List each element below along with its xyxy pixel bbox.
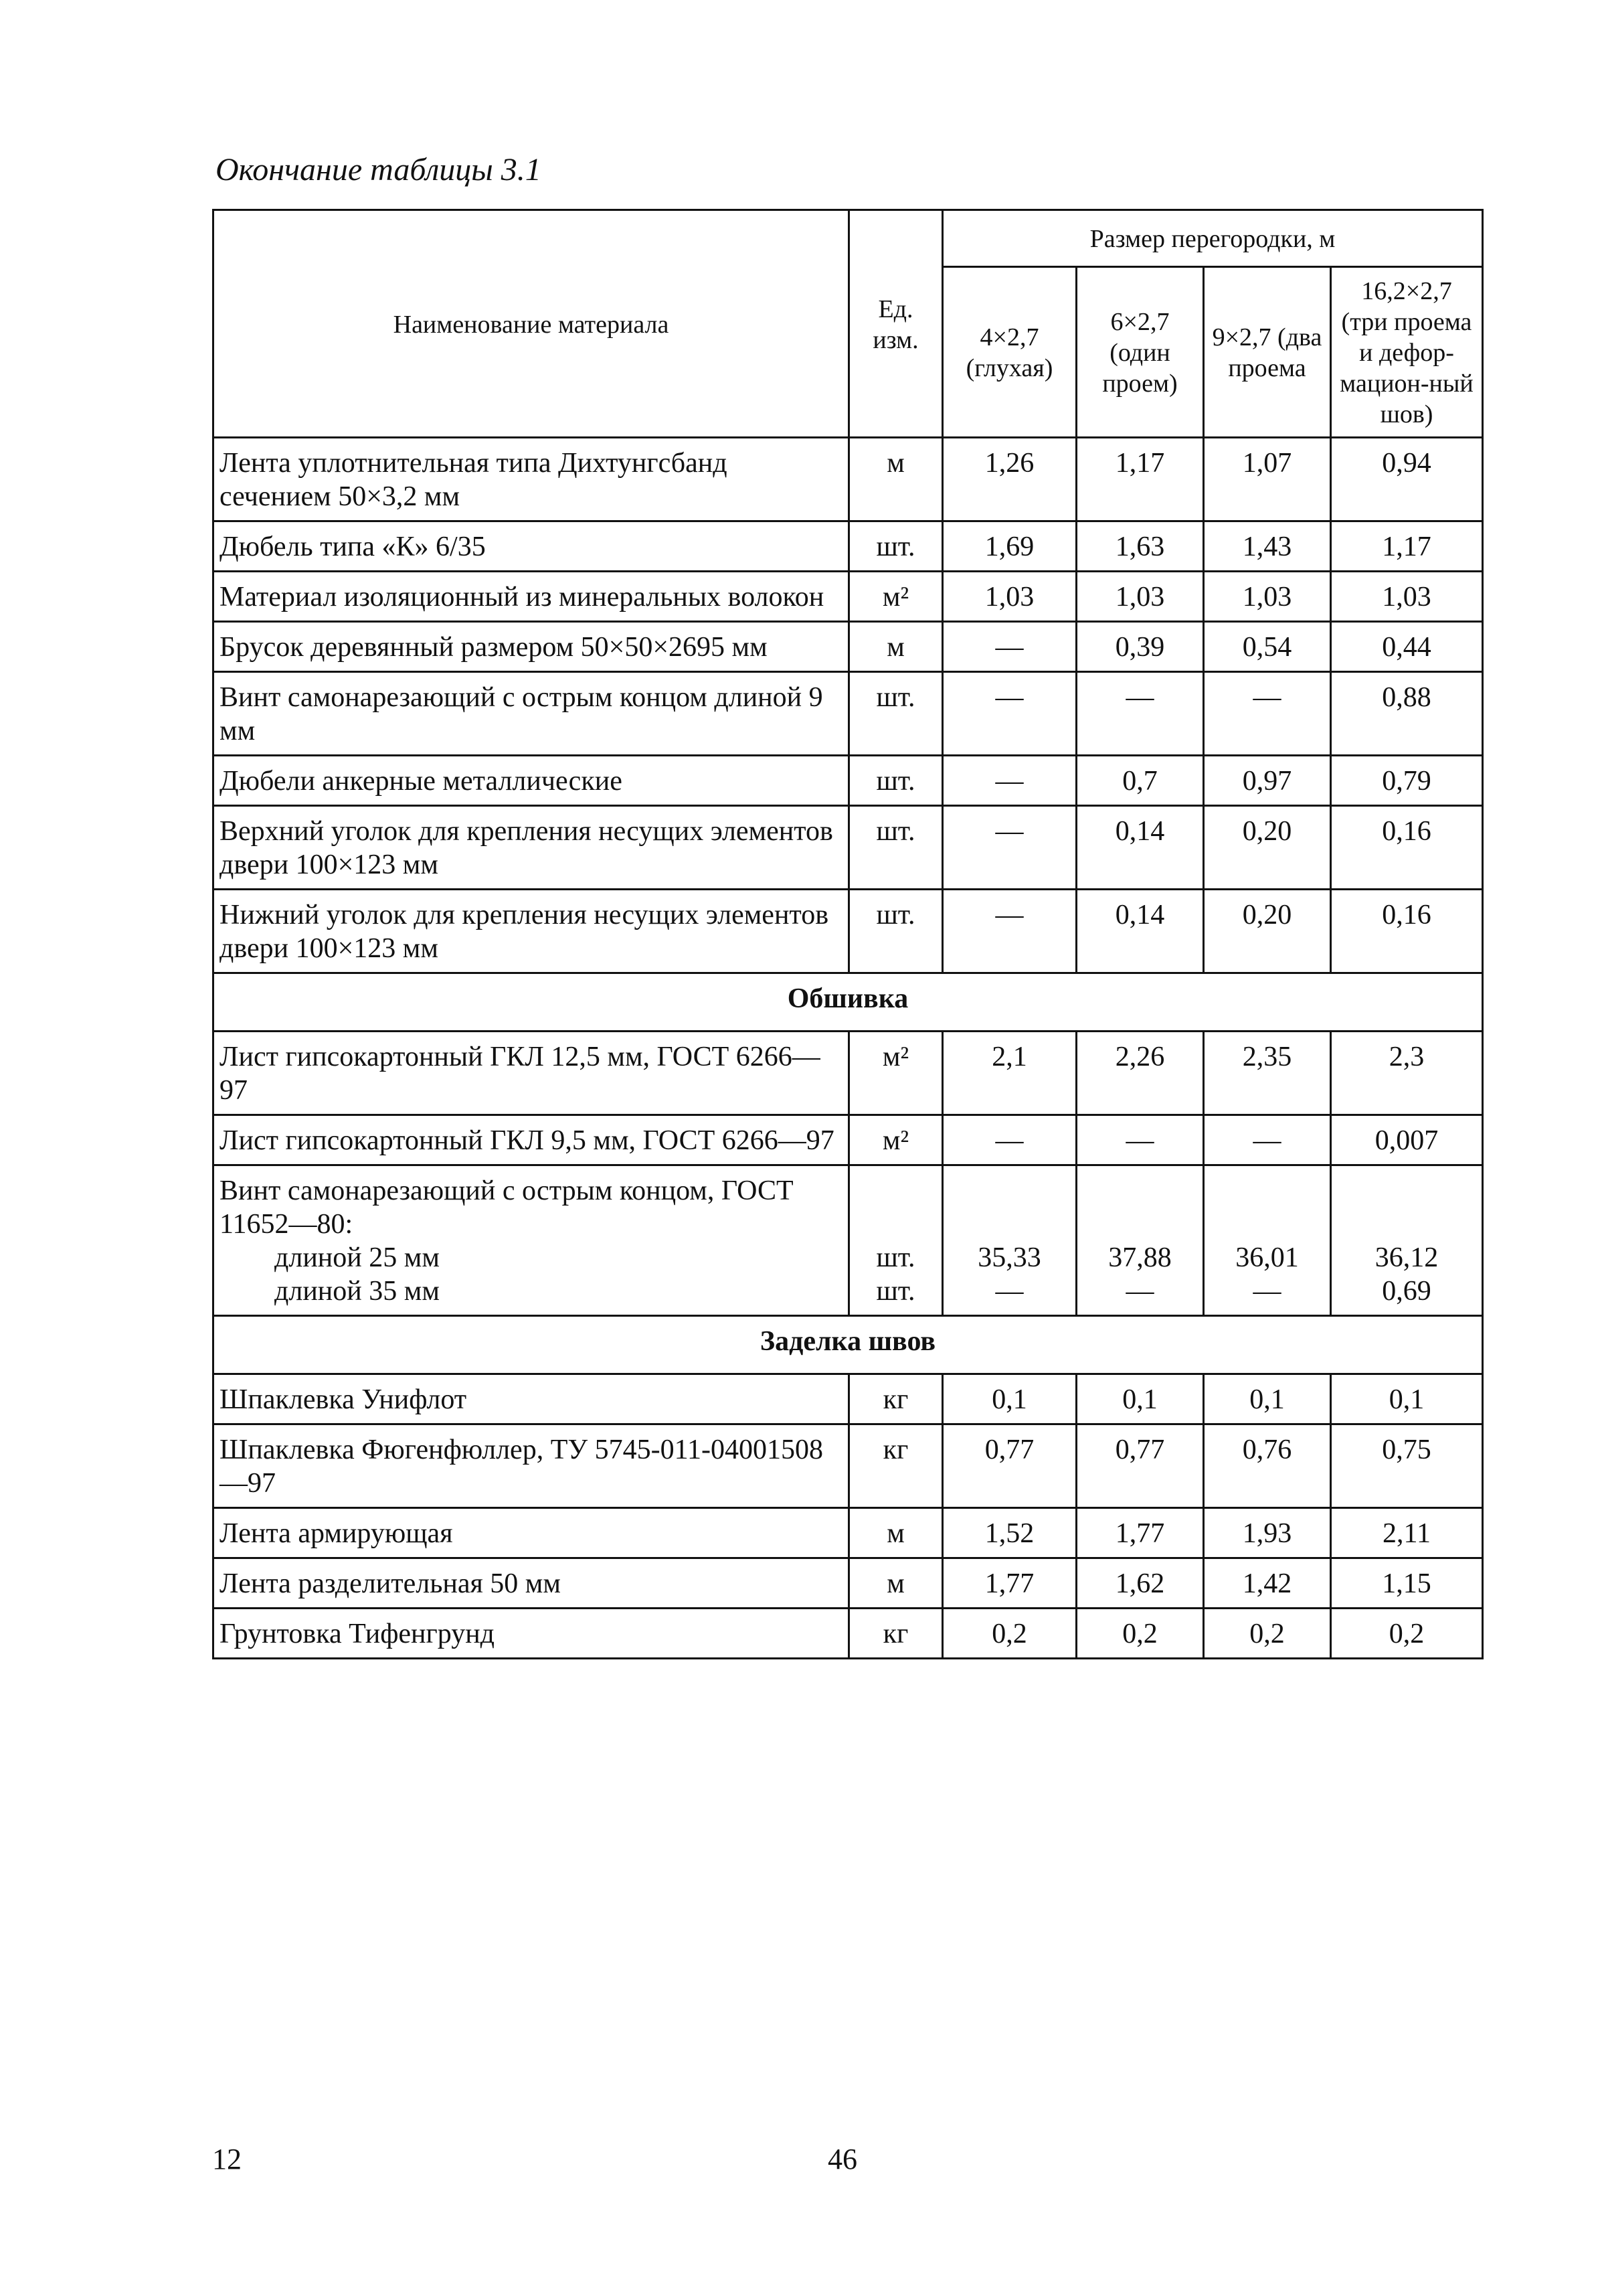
value-cell: — xyxy=(1126,1276,1154,1307)
table-row xyxy=(213,1424,1483,1508)
value-cell: — xyxy=(943,1115,1077,1165)
value-cell: 36,12 xyxy=(1374,1242,1439,1273)
value-cell: 2,26 xyxy=(1077,1032,1204,1115)
value-cell: — xyxy=(1077,1115,1204,1165)
value-cell: 2,1 xyxy=(943,1032,1077,1115)
unit-cell: кг xyxy=(849,1374,943,1424)
material-name: Материал изоляционный из минеральных волокон xyxy=(213,572,849,622)
material-name: Дюбели анкерные металлические xyxy=(213,756,849,806)
header-name: Наименование материала xyxy=(213,210,849,438)
header-size-1: 4×2,7 (глухая) xyxy=(943,267,1077,438)
unit-cell: м² xyxy=(849,572,943,622)
unit-cell: кг xyxy=(849,1609,943,1659)
section-sheathing: Обшивка xyxy=(213,973,1483,1032)
material-name: Дюбель типа «К» 6/35 xyxy=(213,521,849,572)
unit-cell: шт. xyxy=(849,521,943,572)
value-cell: 1,69 xyxy=(943,521,1077,572)
value-cell: 1,52 xyxy=(943,1508,1077,1558)
value-cell: 36,01 xyxy=(1235,1242,1299,1273)
value-cell: 0,2 xyxy=(1331,1609,1483,1659)
value-cell: 1,77 xyxy=(943,1558,1077,1609)
value-cell: 1,62 xyxy=(1077,1558,1204,1609)
header-size-2: 6×2,7 (один проем) xyxy=(1077,267,1204,438)
table-row xyxy=(213,1165,1483,1316)
unit-cell: шт. xyxy=(849,890,943,973)
value-cell: 1,77 xyxy=(1077,1508,1204,1558)
unit-cell: шт. xyxy=(849,756,943,806)
header-size-3: 9×2,7 (два проема xyxy=(1204,267,1331,438)
value-cell: 1,93 xyxy=(1204,1508,1331,1558)
table-row xyxy=(213,521,1483,572)
footer-page-number: 46 xyxy=(828,2143,857,2176)
value-cell: 1,03 xyxy=(943,572,1077,622)
material-name: Нижний уголок для крепления несущих элементов двери 100×123 мм xyxy=(213,890,849,973)
header-size-group: Размер перегородки, м xyxy=(943,210,1483,267)
value-cell: — xyxy=(943,622,1077,672)
value-cell: 1,15 xyxy=(1331,1558,1483,1609)
table-row xyxy=(213,1115,1483,1165)
unit-cell: шт. xyxy=(876,1242,915,1273)
value-cell: 0,14 xyxy=(1077,806,1204,890)
value-cell: 0,77 xyxy=(1077,1424,1204,1508)
value-cell: 0,44 xyxy=(1331,622,1483,672)
value-cell: — xyxy=(1253,1276,1281,1307)
material-subname: длиной 35 мм xyxy=(274,1276,440,1307)
table-row xyxy=(213,1374,1483,1424)
value-cell: 0,1 xyxy=(1204,1374,1331,1424)
value-cell: 0,007 xyxy=(1331,1115,1483,1165)
value-cell: 1,03 xyxy=(1204,572,1331,622)
value-cell: 0,20 xyxy=(1204,890,1331,973)
value-cell: 37,88 xyxy=(1108,1242,1172,1273)
value-cell: 1,43 xyxy=(1204,521,1331,572)
unit-cell: м² xyxy=(849,1032,943,1115)
unit-cell: м xyxy=(849,438,943,521)
value-cell: 0,1 xyxy=(943,1374,1077,1424)
table-row xyxy=(213,890,1483,973)
value-cell: 0,69 xyxy=(1382,1276,1431,1307)
unit-cell: м xyxy=(849,1508,943,1558)
value-cell: 0,76 xyxy=(1204,1424,1331,1508)
table-row xyxy=(213,806,1483,890)
table-row xyxy=(213,1558,1483,1609)
value-cell: 0,54 xyxy=(1204,622,1331,672)
value-cell: 0,1 xyxy=(1077,1374,1204,1424)
material-name: Брусок деревянный размером 50×50×2695 мм xyxy=(213,622,849,672)
material-name: Винт самонарезающий с острым концом длиной 9 мм xyxy=(213,672,849,756)
value-cell: 1,17 xyxy=(1077,438,1204,521)
value-cell: — xyxy=(1204,672,1331,756)
value-cell: 1,42 xyxy=(1204,1558,1331,1609)
value-cell: 2,3 xyxy=(1331,1032,1483,1115)
material-name: Лента уплотнительная типа Дихтунгсбанд сечением 50×3,2 мм xyxy=(213,438,849,521)
value-cell: 0,94 xyxy=(1331,438,1483,521)
value-cell: 1,03 xyxy=(1077,572,1204,622)
value-cell: 2,11 xyxy=(1331,1508,1483,1558)
value-cell: 0,1 xyxy=(1331,1374,1483,1424)
table-caption: Окончание таблицы 3.1 xyxy=(215,152,541,187)
material-name: Лист гипсокартонный ГКЛ 9,5 мм, ГОСТ 6266—97 xyxy=(213,1115,849,1165)
value-cell: — xyxy=(943,756,1077,806)
unit-cell: кг xyxy=(849,1424,943,1508)
value-cell: 2,35 xyxy=(1204,1032,1331,1115)
header-size-4: 16,2×2,7 (три проема и дефор-мацион-ный шов) xyxy=(1331,267,1483,438)
unit-cell: м² xyxy=(849,1115,943,1165)
unit-cell: м xyxy=(849,622,943,672)
table-row xyxy=(213,438,1483,521)
section-seams: Заделка швов xyxy=(213,1316,1483,1374)
material-subname: длиной 25 мм xyxy=(274,1242,440,1273)
material-name: Винт самонарезающий с острым концом, ГОСТ 11652—80: xyxy=(219,1175,794,1240)
unit-cell: шт. xyxy=(876,1276,915,1307)
value-cell: 1,03 xyxy=(1331,572,1483,622)
material-name: Лента армирующая xyxy=(213,1508,849,1558)
material-name: Лента разделительная 50 мм xyxy=(213,1558,849,1609)
value-cell: 1,07 xyxy=(1204,438,1331,521)
table-row xyxy=(213,756,1483,806)
material-name: Шпаклевка Унифлот xyxy=(213,1374,849,1424)
material-name: Верхний уголок для крепления несущих элементов двери 100×123 мм xyxy=(213,806,849,890)
value-cell: 1,26 xyxy=(943,438,1077,521)
value-cell: 0,79 xyxy=(1331,756,1483,806)
table-row xyxy=(213,1609,1483,1659)
value-cell: 0,7 xyxy=(1077,756,1204,806)
value-cell: 0,20 xyxy=(1204,806,1331,890)
value-cell: 0,97 xyxy=(1204,756,1331,806)
value-cell: — xyxy=(943,806,1077,890)
value-cell: — xyxy=(995,1276,1024,1307)
value-cell: 0,88 xyxy=(1331,672,1483,756)
value-cell: 0,14 xyxy=(1077,890,1204,973)
material-name: Грунтовка Тифенгрунд xyxy=(213,1609,849,1659)
value-cell: 0,77 xyxy=(943,1424,1077,1508)
value-cell: 0,2 xyxy=(943,1609,1077,1659)
value-cell: — xyxy=(943,890,1077,973)
value-cell: 0,16 xyxy=(1331,890,1483,973)
value-cell: — xyxy=(943,672,1077,756)
unit-cell: м xyxy=(849,1558,943,1609)
material-name: Шпаклевка Фюгенфюллер, ТУ 5745-011-04001508—97 xyxy=(213,1424,849,1508)
table-row xyxy=(213,622,1483,672)
value-cell: 0,2 xyxy=(1077,1609,1204,1659)
value-cell: 0,75 xyxy=(1331,1424,1483,1508)
value-cell: 1,63 xyxy=(1077,521,1204,572)
materials-table xyxy=(212,209,1484,1659)
table-row xyxy=(213,672,1483,756)
value-cell: 0,2 xyxy=(1204,1609,1331,1659)
unit-cell: шт. xyxy=(849,672,943,756)
footer-page-left: 12 xyxy=(212,2143,242,2176)
value-cell: — xyxy=(1077,672,1204,756)
value-cell: 0,16 xyxy=(1331,806,1483,890)
value-cell: 35,33 xyxy=(978,1242,1041,1273)
table-row xyxy=(213,1508,1483,1558)
table-row xyxy=(213,1032,1483,1115)
value-cell: 0,39 xyxy=(1077,622,1204,672)
header-unit: Ед. изм. xyxy=(849,210,943,438)
unit-cell: шт. xyxy=(849,806,943,890)
material-name: Лист гипсокартонный ГКЛ 12,5 мм, ГОСТ 6266—97 xyxy=(213,1032,849,1115)
table-row xyxy=(213,572,1483,622)
value-cell: — xyxy=(1204,1115,1331,1165)
value-cell: 1,17 xyxy=(1331,521,1483,572)
